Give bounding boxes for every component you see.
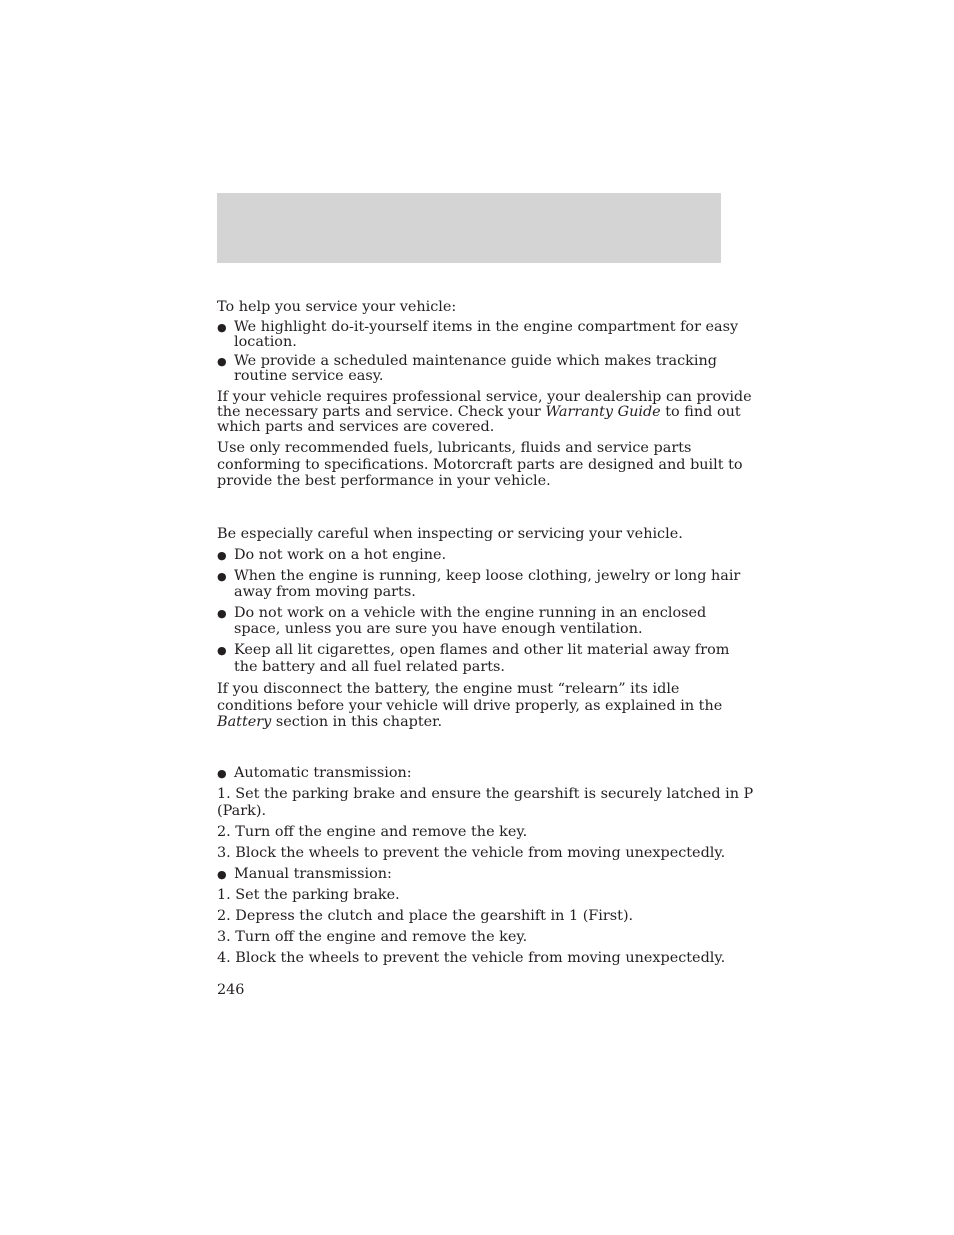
precautions-lead: Be especially careful when inspecting or servicing your vehicle. [217,526,683,542]
manual-step: 1. Set the parking brake. [217,887,400,903]
bullet-icon: ● [217,570,227,583]
manual-transmission-label: Manual transmission: [234,866,392,882]
list-item: Do not work on a hot engine. [234,547,447,563]
professional-service-line: If your vehicle requires professional service, your dealership can provide [217,389,752,405]
battery-note-line: Battery section in this chapter. [217,714,443,730]
professional-service-line: the necessary parts and service. Check your Warranty Guide to find out [217,404,741,420]
bullet-icon: ● [217,355,227,368]
automatic-step-continued: (Park). [217,803,267,819]
automatic-step: 1. Set the parking brake and ensure the gearshift is securely latched in P [217,786,754,802]
bullet-icon: ● [217,868,227,881]
fuels-line: Use only recommended fuels, lubricants, fluids and service parts [217,440,692,456]
page-number: 246 [217,982,245,998]
list-item-continued: routine service easy. [234,368,384,384]
bullet-icon: ● [217,644,227,657]
list-item-continued: away from moving parts. [234,584,416,600]
warranty-guide-reference: Warranty Guide [545,404,661,420]
list-item: Do not work on a vehicle with the engine running in an enclosed [234,605,707,621]
bullet-icon: ● [217,549,227,562]
professional-service-line: which parts and services are covered. [217,419,495,435]
bullet-icon: ● [217,607,227,620]
automatic-step: 3. Block the wheels to prevent the vehicle from moving unexpectedly. [217,845,726,861]
bullet-icon: ● [217,767,227,780]
list-item-continued: space, unless you are sure you have enough ventilation. [234,621,643,637]
list-item: We provide a scheduled maintenance guide which makes tracking [234,353,717,369]
manual-step: 4. Block the wheels to prevent the vehicle from moving unexpectedly. [217,950,726,966]
automatic-transmission-label: Automatic transmission: [234,765,412,781]
battery-note-line: If you disconnect the battery, the engine must “relearn” its idle [217,681,680,697]
list-item-continued: location. [234,334,297,350]
list-item: We highlight do-it-yourself items in the engine compartment for easy [234,319,739,335]
bullet-icon: ● [217,321,227,334]
fuels-line: conforming to specifications. Motorcraft parts are designed and built to [217,457,743,473]
service-intro-lead: To help you service your vehicle: [217,299,457,315]
manual-step: 2. Depress the clutch and place the gearshift in 1 (First). [217,908,634,924]
battery-note-line: conditions before your vehicle will drive properly, as explained in the [217,698,723,714]
fuels-line: provide the best performance in your vehicle. [217,473,551,489]
automatic-step: 2. Turn off the engine and remove the key. [217,824,528,840]
list-item-continued: the battery and all fuel related parts. [234,659,505,675]
list-item: When the engine is running, keep loose clothing, jewelry or long hair [234,568,741,584]
manual-step: 3. Turn off the engine and remove the key. [217,929,528,945]
section-header-band [217,193,721,263]
list-item: Keep all lit cigarettes, open flames and other lit material away from [234,642,730,658]
battery-section-reference: Battery [217,714,272,730]
